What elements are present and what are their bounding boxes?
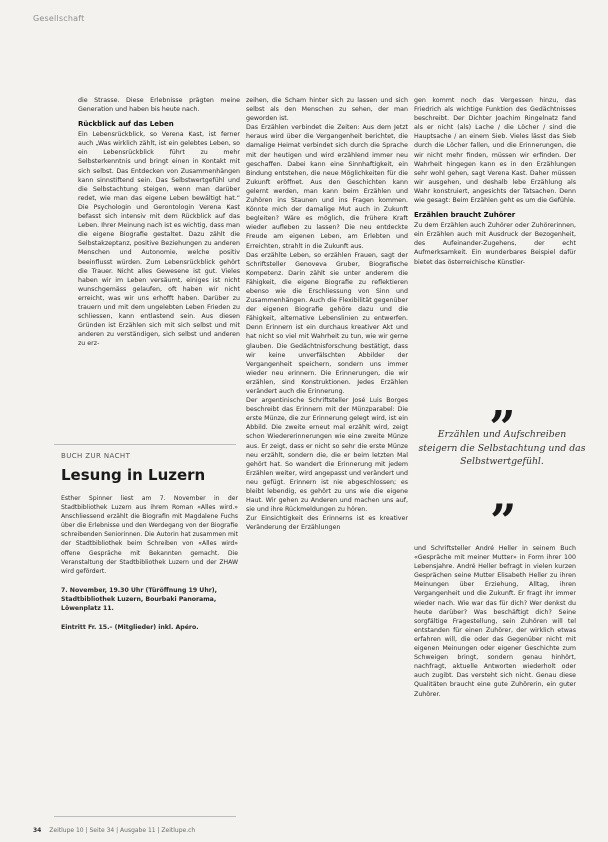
paragraph: zeihen, die Scham hinter sich zu lassen und sich selbst als den Menschen zu sehen, der man geworden ist.: [246, 97, 408, 123]
paragraph: die Strasse. Diese Erlebnisse prägten meine Generation und haben bis heute nach.: [78, 97, 240, 114]
event-date: 7. November, 19.30 Uhr (Türöffnung 19 Uhr), Stadtbibliothek Luzern, Bourbaki Panorama, Löwenplatz 11.: [61, 586, 217, 613]
box-bottom-rule: [54, 816, 236, 817]
article-column-3-top: [414, 96, 576, 346]
paragraph: Zu dem Erzählen auch Zuhörer oder Zuhörerinnen, ein Erzählen auch mit Ausdruck der Bezogenheit, des Aufeinander-Zugehens, der echt Aufmerksamkeit. Ein wunderbares Beispiel dafür bietet das österreichische Künstler-: [414, 222, 576, 266]
pull-quote-text: Erzählen und Aufschreiben steigern die Selbstachtung und das Selbstwertgefühl.: [418, 429, 586, 467]
quote-close-icon: ”: [490, 494, 517, 548]
article-column-1: [78, 96, 240, 430]
paragraph: Das erzählte Leben, so erzählen Frauen, sagt der Schriftsteller Genoveva Gruber, Biografische Kompetenz. Darin zählt sie unter anderem die Fähigkeit, die eigene Biografie zu reflektieren ebenso wie die Erschliessung von Sinn und Zusammenhängen. Auch die Flexibilität gegenüber der eigenen Biografie gehöre dazu und die Fähigkeit, alternative Lebenslinien zu entwerfen. Denn Erinnern ist ein durchaus kreativer Akt und hat nicht so viel mit Wahrheit zu tun, wie wir gerne glauben. Die Gedächtnisforschung bestätigt, dass wir keine unverfälschten Abbilder der Vergangenheit speichern, sondern uns immer wieder neu erinnern. Die Erinnerungen, die wir erzählen, sind Konstruktionen. Jedes Erzählen verändert auch die Erinnerung.: [246, 251, 408, 395]
paragraph: gen kommt noch das Vergessen hinzu, das Friedrich als wichtige Funktion des Gedächtnisses beschreibt. Der Dichter Joachim Ringelnatz fand als er nicht (als) Lache / die Löcher / sind die Hauptsache / an einem Sieb. Vieles lässt das Sieb durch die Löcher fallen, und die Erinnerungen, die wir nicht mehr finden, müssen wir erfinden. Der Wahrheit hingegen kann es in den Erzählungen sehr wohl gehen, sagt Verena Kast. Daher müssen wir ausgehen, und deshalb lebe Erzählung als Wahr konstruiert, angesichts der Tatsachen. Denn wie gesagt: Beim Erzählen geht es um die Gefühle.: [414, 97, 576, 205]
paragraph: Das Erzählen verbindet die Zeiten: Aus dem Jetzt heraus wird über die Vergangenheit berichtet, die damalige Heimat verbindet sich durch die Sprache mit der heutigen und wird erzählend immer neu geschaffen. Dabei kann eine Sinnhaftigkeit, ein Bindung entstehen, die neue Möglichkeiten für die Zukunft eröffnet. Aus den Geschichten kann gelernt werden, man kann beim Erzählen und Zuhören ins Staunen und ins Fragen kommen. Könnte mich der damalige Mut auch in Zukunft begleiten? Wäre es möglich, die frühere Kraft wieder aufleben zu lassen? Die neu entdeckte Freude am eigenen Leben, am Erlebten und Erreichten, strahlt in die Zukunft aus.: [246, 124, 408, 250]
event-box: [54, 444, 242, 814]
subheading-zuhoerer: Erzählen braucht Zuhörer: [414, 211, 516, 220]
box-kicker: BUCH ZUR NACHT: [61, 452, 131, 460]
event-price: Eintritt Fr. 15.– (Mitglieder) inkl. Apéro.: [61, 624, 199, 632]
paragraph: Der argentinische Schriftsteller José Luis Borges beschreibt das Erinnern mit der Münzparabel: Die erste Münze, die zur Erinnerung gelegt wird, ist ein Abbild. Die zweite erneut mal erzählt wird, zeigt schon Wiedererinnerungen wie eine zweite Münze aus. Er zeigt, dass er nicht so sehr die erste Münze neu erzählt, sondern die, die er beim letzten Mal gehört hat. So wandert die Erinnerung mit jedem Erzählen weiter, wird angepasst und verändert und neu gefügt. Erinnern ist nie abgeschlossen; es bleibt lebendig, es gehört zu uns wie die eigene Haut. Wir gehen zu Anderen und machen uns auf, sie und ihre Rückmeldungen zu hören.: [246, 397, 408, 514]
footer-text: Zeitlupe 10 | Seite 34 | Ausgabe 11 | Zeitlupe.ch: [49, 827, 196, 834]
quote-open-icon: „: [490, 374, 517, 428]
subheading-rueckblick: Rückblick auf das Leben: [78, 120, 174, 129]
box-text: Esther Spinner liest am 7. November in der Stadtbibliothek Luzern aus ihrem Roman «Alles wird.» Anschliessend erzählt die Biografin mit Magdalene Fuchs über die Erlebnisse und den Werdegang von der Biografie schreibenden Seniorinnen. Die Autorin hat zusammen mit der Stadtbibliothek beim Schreiben von «Alles wird» offene Gespräche mit Bekannten gemacht. Die Veranstaltung der Stadtbibliothek Luzern und der ZHAW wird gefördert.: [61, 495, 238, 575]
page-number: 34: [33, 827, 42, 834]
paragraph: und Schriftsteller André Heller in seinem Buch «Gespräche mit meiner Mutter» in Form ihrer 100 Lebensjahre. André Heller befragt in vielen kurzen Gesprächen seine Mutter Elisabeth Heller zu ihren Meinungen über Erziehung, Alltag, ihren Vergangenheit und die Zukunft. Er fragt ihr immer wieder nach. Wie war das für dich? Wer denkst du heute darüber? Was beschäftigt dich? Seine sorgfältige Fragestellung, sein Zuhören will tel entstanden für einen Zuhörer, der wirklich etwas erfahren will, die oder das Gegenüber nicht mit eigenen Meinungen oder eigener Geschichte zum Schweigen bringt, sondern genau hinhört, nachfragt, aktuelle Antworten wiederholt oder auch zugibt. Das versteht sich nicht. Genau diese Qualitäten braucht eine gute Zuhörerin, ein guter Zuhörer.: [414, 545, 576, 698]
box-title: Lesung in Luzern: [61, 466, 206, 484]
article-column-3-bottom: [414, 544, 576, 818]
article-column-2: [246, 96, 408, 818]
page-footer: [33, 827, 195, 834]
paragraph: Zur Einsichtigkeit des Erinnerns ist es kreativer Veränderung der Erzählungen: [246, 515, 408, 532]
section-label: Gesellschaft: [33, 14, 85, 23]
paragraph: Ein Lebensrückblick, so Verena Kast, ist ferner auch „Was wirklich zählt, ist ein gelebtes Leben, so ein Lebensrückblick führt zu mehr Selbsterkenntnis und bringt einen in Kontakt mit sich selbst. Das Entdecken von Zusammenhängen kann sinnstiftend sein. Das Selbstwertgefühl und die Selbstachtung steigen, wenn man darüber redet, wie man das eigene Leben bewältigt hat.“ Die Psychologin und Gerontologin Verena Kast befasst sich intensiv mit dem Rückblick auf das Leben. Ihrer Meinung nach ist es wichtig, dass man die eigene Biografie gestaltet. Dazu zählt die Selbstakzeptanz, positive Beziehungen zu anderen Menschen und Autonomie, welche positiv beeinflusst würden. Zum Lebensrückblick gehört die Trauer. Nicht alles Gewesene ist gut. Vieles haben wir im Leben versäumt, einiges ist nicht wunschgemäss gelaufen, oft haben wir nicht erreicht, was wir uns erhofft haben. Darüber zu trauern und mit dem ungelebten Leben Frieden zu schliessen, kann entlastend sein. Aus diesen Gründen ist Erzählen sich mit sich selbst und mit anderen zu verständigen, sich selbst und anderen zu erz-: [78, 131, 240, 348]
pull-quote: [418, 374, 586, 548]
